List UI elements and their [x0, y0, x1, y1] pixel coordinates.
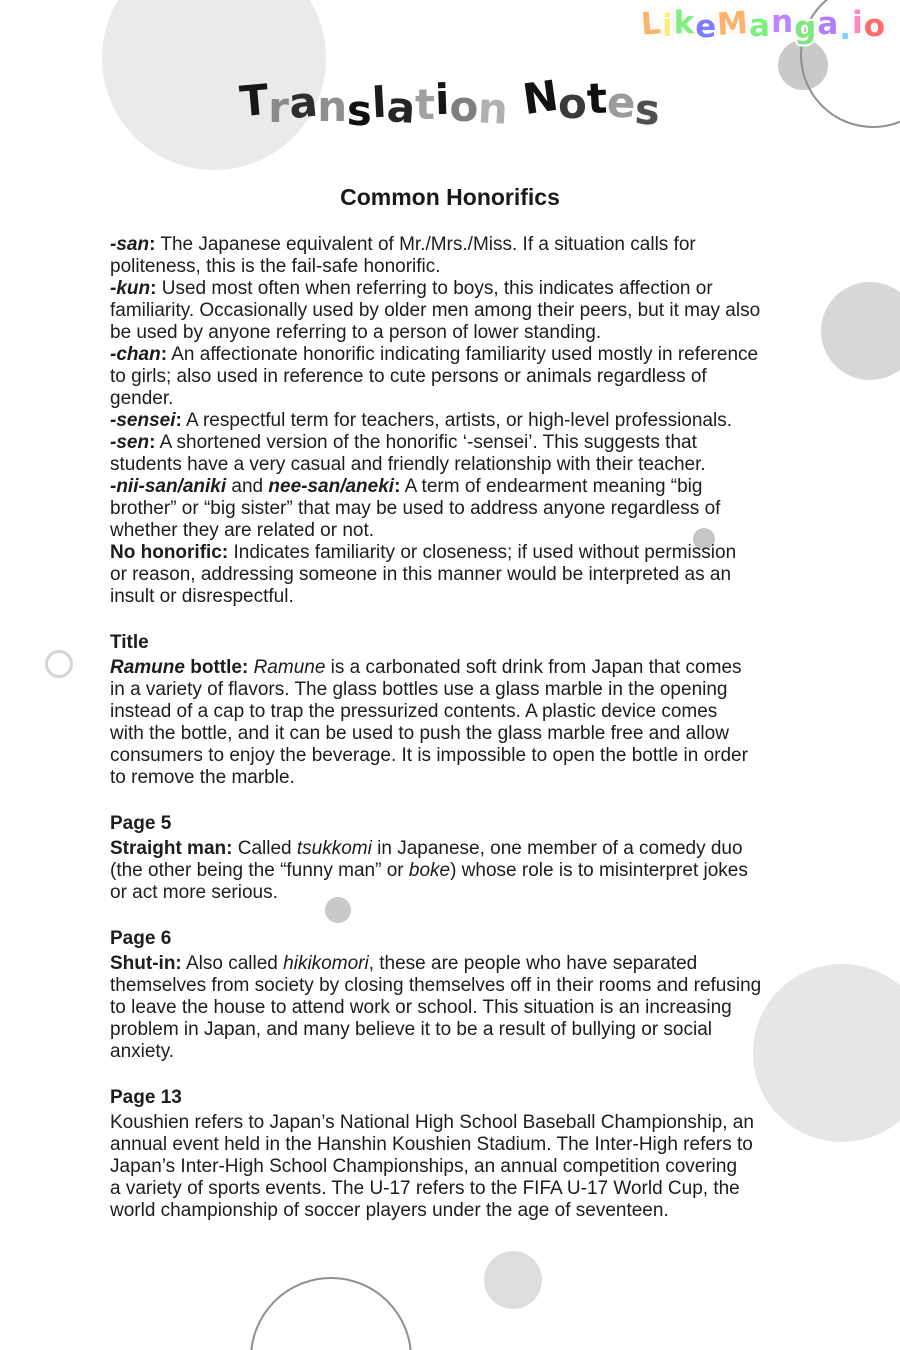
- title-letter: N: [519, 70, 562, 125]
- decor-ring-bottom: [250, 1277, 412, 1350]
- text-run: annual event held in the Hanshin Koushien Stadium. The Inter-High refers to: [110, 1134, 753, 1155]
- title-letter: T: [237, 74, 271, 127]
- text-run: anxiety.: [110, 1041, 175, 1062]
- text-run: to remove the marble.: [110, 767, 295, 788]
- text-run: , these are people who have separated: [368, 953, 698, 974]
- text-run: Also called: [181, 953, 284, 974]
- title-letter: t: [414, 80, 436, 129]
- watermark-letter: o: [863, 8, 886, 44]
- text-run: Shut-in:: [110, 953, 182, 974]
- text-run: -san: [110, 234, 150, 255]
- notes-section: [110, 632, 822, 789]
- page-title: [0, 70, 900, 136]
- title-letter: n: [477, 83, 510, 134]
- text-run: nee-san/aneki: [268, 476, 395, 497]
- note-entry: [110, 234, 822, 278]
- text-run: bottle:: [184, 657, 249, 678]
- title-letter: s: [633, 84, 663, 135]
- note-entry: [110, 476, 822, 542]
- text-run: familiarity. Occasionally used by older men among their peers, but it may also: [110, 300, 761, 321]
- text-run: gender.: [110, 388, 174, 409]
- text-run: Called: [232, 838, 297, 859]
- text-run: to girls; also used in reference to cute persons or animals regardless of: [110, 366, 707, 387]
- title-letter: t: [585, 73, 609, 124]
- title-letter: a: [286, 76, 320, 129]
- text-run: -nii-san/aniki: [110, 476, 227, 497]
- text-run: :: [150, 278, 157, 299]
- text-run: with the bottle, and it can be used to push the glass marble free and allow: [110, 723, 729, 744]
- text-run: :: [175, 410, 182, 431]
- note-entry: [110, 953, 822, 1063]
- text-run: a variety of sports events. The U-17 refers to the FIFA U-17 World Cup, the: [110, 1178, 740, 1199]
- watermark-letter: n: [771, 4, 795, 40]
- text-run: brother” or “big sister” that may be used to address anyone regardless of: [110, 498, 721, 519]
- title-letter: s: [346, 85, 374, 136]
- watermark-letter: e: [695, 9, 718, 45]
- text-run: Ramune: [110, 657, 185, 678]
- text-run: problem in Japan, and many believe it to be a result of bullying or social: [110, 1019, 713, 1040]
- text-run: or reason, addressing someone in this manner would be interpreted as an: [110, 564, 732, 585]
- text-run: be used by anyone referring to a person of lower standing.: [110, 322, 602, 343]
- text-run: -sensei: [110, 410, 176, 431]
- text-run: A term of endearment meaning “big: [400, 476, 703, 497]
- title-letter: e: [606, 77, 637, 128]
- text-run: -sen: [110, 432, 150, 453]
- text-run: :: [149, 432, 156, 453]
- text-run: :: [149, 234, 156, 255]
- text-run: (the other being the “funny man” or: [110, 860, 409, 881]
- text-run: Koushien refers to Japan’s National High School Baseball Championship, an: [110, 1112, 754, 1133]
- text-run: instead of a cap to trap the pressurized contents. A plastic device comes: [110, 701, 718, 722]
- watermark-letter: L: [639, 5, 664, 43]
- title-letter: l: [370, 77, 388, 128]
- text-run: :: [160, 344, 168, 365]
- note-entry: [110, 410, 822, 432]
- text-run: to leave the house to attend work or school. This situation is an increasing: [110, 997, 732, 1018]
- notes-section: [110, 1087, 822, 1222]
- text-run: Straight man:: [110, 838, 233, 859]
- text-run: politeness, this is the fail-safe honorific.: [110, 256, 441, 277]
- title-letter: i: [434, 74, 451, 125]
- note-entry: [110, 657, 822, 789]
- text-run: Ramune: [253, 657, 326, 678]
- watermark-letter: a: [817, 6, 840, 42]
- title-letter: o: [449, 82, 479, 131]
- text-run: in a variety of flavors. The glass bottles use a glass marble in the opening: [110, 679, 728, 700]
- text-run: tsukkomi: [296, 838, 372, 859]
- text-run: A shortened version of the honorific ‘-sensei’. This suggests that: [155, 432, 697, 453]
- text-run: is a carbonated soft drink from Japan that comes: [325, 657, 742, 678]
- text-run: The Japanese equivalent of Mr./Mrs./Miss. If a situation calls for: [155, 234, 696, 255]
- text-run: hikikomori: [283, 953, 369, 974]
- note-entry: [110, 344, 822, 410]
- section-heading: Page 6: [110, 928, 172, 949]
- notes-body: [110, 234, 822, 1222]
- decor-circle-right-mid: [821, 282, 900, 380]
- text-run: No honorific:: [110, 542, 229, 563]
- text-run: An affectionate honorific indicating familiarity used mostly in reference: [167, 344, 759, 365]
- text-run: consumers to enjoy the beverage. It is impossible to open the bottle in order: [110, 745, 748, 766]
- text-run: themselves from society by closing themselves off in their rooms and refusing: [110, 975, 762, 996]
- watermark-letter: M: [716, 4, 751, 44]
- text-run: -kun: [110, 278, 151, 299]
- watermark-letter: i: [661, 8, 674, 44]
- watermark-letter: i: [852, 5, 864, 41]
- text-run: ) whose role is to misinterpret jokes: [450, 860, 748, 881]
- text-run: in Japanese, one member of a comedy duo: [371, 838, 743, 859]
- text-run: insult or disrespectful.: [110, 586, 294, 607]
- watermark-letter: a: [749, 8, 772, 44]
- watermark-letter: k: [673, 5, 696, 41]
- text-run: students have a very casual and friendly relationship with their teacher.: [110, 454, 706, 475]
- note-entry: [110, 838, 822, 904]
- text-run: boke: [408, 860, 451, 881]
- text-run: world championship of soccer players under the age of seventeen.: [110, 1200, 669, 1221]
- text-run: Used most often when referring to boys, this indicates affection or: [156, 278, 713, 299]
- watermark-likemanga: [639, 4, 886, 47]
- text-run: and: [226, 476, 269, 497]
- watermark-letter: .: [839, 11, 853, 47]
- section-heading: Title: [110, 632, 149, 653]
- decor-circle-bottom: [484, 1251, 542, 1309]
- note-entry: [110, 1112, 822, 1222]
- text-run: Indicates familiarity or closeness; if used without permission: [228, 542, 737, 563]
- text-run: Japan’s Inter-High School Championships, an annual competition covering: [110, 1156, 738, 1177]
- text-run: whether they are related or not.: [110, 520, 375, 541]
- title-letter: r: [268, 83, 289, 132]
- text-run: or act more serious.: [110, 882, 278, 903]
- notes-section: [110, 234, 822, 608]
- common-honorifics-heading: Common Honorifics: [340, 184, 560, 210]
- section-heading: Page 13: [110, 1087, 182, 1108]
- watermark-letter: g: [794, 10, 818, 46]
- text-run: A respectful term for teachers, artists, or high-level professionals.: [181, 410, 732, 431]
- title-letter: n: [317, 82, 348, 131]
- notes-section: [110, 813, 822, 904]
- note-entry: [110, 432, 822, 476]
- decor-ring-left: [45, 650, 73, 678]
- text-run: -chan: [110, 344, 161, 365]
- text-run: :: [394, 476, 401, 497]
- note-entry: [110, 278, 822, 344]
- title-letter: o: [557, 79, 587, 128]
- title-letter: a: [384, 82, 417, 133]
- note-entry: [110, 542, 822, 608]
- section-heading: Page 5: [110, 813, 172, 834]
- notes-section: [110, 928, 822, 1063]
